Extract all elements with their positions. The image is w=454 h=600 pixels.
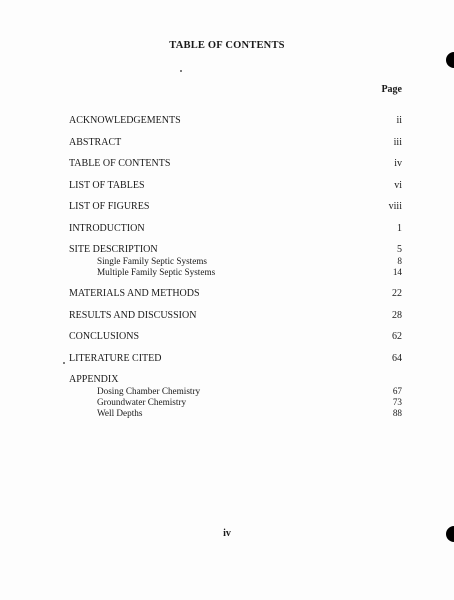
toc-entry-introduction — [69, 223, 402, 235]
toc-subentry-label: Single Family Septic Systems — [97, 256, 207, 266]
toc-group-appendix — [69, 374, 402, 419]
toc-entry-label: LIST OF TABLES — [69, 179, 145, 191]
toc-entry-page: vi — [394, 179, 402, 191]
toc-entry-label: INTRODUCTION — [69, 222, 145, 234]
toc-entry-page: 28 — [392, 309, 402, 321]
toc-entry-page: 22 — [392, 288, 402, 299]
toc-entry-appendix — [69, 374, 402, 386]
toc-subentry — [69, 386, 402, 397]
toc-entry-acknowledgements — [69, 115, 402, 127]
toc-subentry-label: Dosing Chamber Chemistry — [97, 386, 201, 396]
toc-subentry-page: 73 — [392, 397, 402, 407]
toc-entry-site-description — [69, 244, 402, 256]
toc-subentry-label: Well Depths — [97, 408, 143, 418]
punch-hole-mark — [446, 526, 454, 542]
toc-entry-page: viii — [388, 201, 402, 212]
toc-entry-table-of-contents — [69, 158, 402, 170]
toc-subentry-label: Groundwater Chemistry — [97, 397, 187, 407]
scan-speck — [180, 70, 182, 72]
toc-subentry-page: 88 — [392, 408, 402, 418]
toc-entry-page: ii — [396, 115, 402, 126]
toc-entry-label: ACKNOWLEDGEMENTS — [69, 115, 181, 126]
toc-group-site-description — [69, 244, 402, 278]
toc-entry-label: CONCLUSIONS — [69, 331, 140, 342]
page-column-header: Page — [381, 84, 402, 95]
toc-subentry — [69, 267, 402, 278]
scan-speck — [63, 362, 65, 364]
toc-entry-label: LITERATURE CITED — [69, 352, 162, 364]
toc-entry-label: RESULTS AND DISCUSSION — [69, 309, 197, 321]
toc-entry-list-of-tables — [69, 180, 402, 192]
toc-entry-list-of-figures — [69, 201, 402, 213]
table-of-contents — [69, 115, 402, 429]
toc-subentry-page: 67 — [392, 386, 402, 396]
toc-subentry-page: 14 — [392, 267, 402, 277]
toc-subentry — [69, 256, 402, 267]
toc-entry-page: 1 — [397, 222, 402, 234]
toc-entry-page — [382, 374, 402, 386]
toc-entry-literature-cited — [69, 353, 402, 365]
toc-entry-label: MATERIALS AND METHODS — [69, 288, 200, 299]
toc-entry-label: LIST OF FIGURES — [69, 201, 150, 212]
toc-entry-page: 64 — [392, 352, 402, 364]
toc-entry-page: 5 — [397, 244, 402, 255]
toc-entry-page: 62 — [392, 331, 402, 342]
toc-entry-abstract — [69, 137, 402, 149]
toc-subentry-label: Multiple Family Septic Systems — [97, 267, 216, 277]
toc-entry-label: SITE DESCRIPTION — [69, 244, 158, 255]
toc-entry-label: ABSTRACT — [69, 136, 122, 148]
toc-entry-materials-and-methods — [69, 288, 402, 300]
toc-subentry-page: 8 — [397, 256, 402, 266]
toc-subentry — [69, 408, 402, 419]
toc-entry-conclusions — [69, 331, 402, 343]
toc-entry-results-and-discussion — [69, 310, 402, 322]
toc-entry-page: iv — [394, 158, 402, 169]
toc-entry-label: TABLE OF CONTENTS — [69, 158, 171, 169]
toc-subentry — [69, 397, 402, 408]
toc-entry-page: iii — [393, 136, 402, 148]
punch-hole-mark — [446, 52, 454, 68]
footer-page-number: iv — [223, 528, 231, 539]
page-title: TABLE OF CONTENTS — [169, 40, 285, 51]
toc-entry-label: APPENDIX — [69, 374, 119, 385]
